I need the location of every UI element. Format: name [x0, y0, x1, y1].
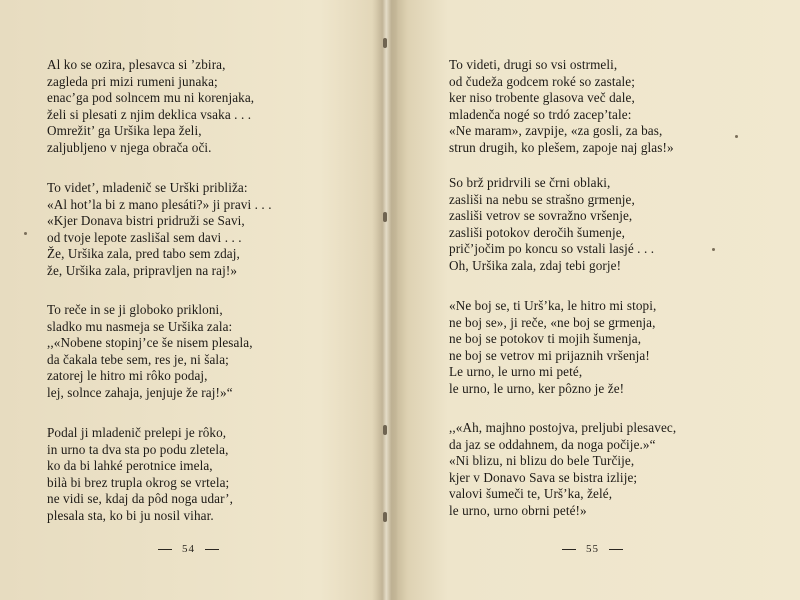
- stanza: [47, 57, 254, 157]
- verse-line: lej, solnce zahaja, jenjuje že raj!»“: [47, 384, 233, 400]
- verse-line: prič’jočim po koncu so vstali lasjé . . .: [449, 241, 655, 257]
- verse-line: So brž pridrvili se črni oblaki,: [449, 175, 611, 190]
- verse-line: bilà bi brez trupla okrog se vrtela;: [47, 474, 230, 490]
- verse-line: Že, Uršika zala, pred tabo sem zdaj,: [47, 246, 240, 262]
- folio-dash: [158, 549, 172, 550]
- verse-line: in urno ta dva sta po podu zletela,: [47, 441, 229, 457]
- verse-line: valovi šumeči te, Urš’ka, želé,: [449, 486, 613, 502]
- verse-line: le urno, urno obrni peté!»: [449, 502, 587, 518]
- verse-line: zatorej le hitro mi rôko podaj,: [47, 368, 208, 384]
- verse-line: Le urno, le urno mi peté,: [449, 364, 583, 380]
- verse-line: že, Uršika zala, pripravljen na raj!»: [47, 262, 238, 278]
- folio-dash: [562, 549, 576, 550]
- folio-dash: [609, 549, 623, 550]
- verse-line: «Ni blizu, ni blizu do bele Turčije,: [449, 453, 635, 469]
- verse-line: Al ko se ozira, plesavca si ’zbira,: [47, 57, 226, 72]
- verse-line: To videt’, mladenič se Urški približa:: [47, 180, 248, 195]
- page-number: [552, 543, 633, 555]
- page-number-text: 54: [182, 543, 195, 555]
- stanza: [47, 302, 253, 402]
- verse-line: ne boj se», ji reče, «ne boj se grmenja,: [449, 314, 656, 330]
- verse-line: To videti, drugi so vsi ostrmeli,: [449, 57, 618, 72]
- verse-line: zasliši na nebu se strašno grmenje,: [449, 191, 635, 207]
- verse-line: ne vidi se, kdaj da pôd noga udar’,: [47, 491, 234, 507]
- verse-line: ko da bi lahké perotnice imela,: [47, 458, 213, 474]
- left-page: [0, 0, 385, 600]
- verse-line: «Ne boj se, ti Urš’ka, le hitro mi stopi,: [449, 298, 657, 313]
- verse-line: enac’ga pod solncem mu ni korenjaka,: [47, 90, 255, 106]
- page-number-text: 55: [586, 543, 599, 555]
- stanza: [449, 57, 674, 157]
- stanza: [449, 420, 676, 520]
- verse-line: zaljubljeno v njega obrača oči.: [47, 139, 212, 155]
- stanza: [449, 175, 654, 275]
- verse-line: Podal ji mladenič prelepi je rôko,: [47, 425, 227, 440]
- verse-line: «Kjer Donava bistri pridruži se Savi,: [47, 213, 245, 229]
- paper-speck: [712, 248, 715, 251]
- verse-line: zasliši potokov deročih šumenje,: [449, 224, 626, 240]
- verse-line: od tvoje lepote zaslišal sem davi . . .: [47, 229, 242, 245]
- stanza: [47, 425, 233, 525]
- paper-speck: [24, 232, 27, 235]
- verse-line: ,,«Ah, majhno postojva, preljubi plesavec,: [449, 420, 677, 435]
- page-number: [148, 543, 229, 555]
- verse-line: ne boj se potokov ti mojih šumenja,: [449, 331, 642, 347]
- verse-line: plesala sta, ko bi ju nosil vihar.: [47, 507, 214, 523]
- verse-line: strun drugih, ko plešem, zapoje naj glas!»: [449, 139, 674, 155]
- paper-speck: [735, 135, 738, 138]
- folio-dash: [205, 549, 219, 550]
- verse-line: želi si plesati z njim deklica vsaka . . .: [47, 106, 252, 122]
- verse-line: Oh, Uršika zala, zdaj tebi gorje!: [449, 257, 622, 273]
- verse-line: Omrežit’ ga Uršika lepa želi,: [47, 123, 202, 139]
- verse-line: mladenča nogé so trdó zacep’tale:: [449, 106, 632, 122]
- verse-line: ker niso trobente glasova več dale,: [449, 90, 635, 106]
- verse-line: od čudeža godcem roké so zastale;: [449, 73, 636, 89]
- verse-line: kjer v Donavo Sava se bistra izlije;: [449, 469, 638, 485]
- verse-line: sladko mu nasmeja se Uršika zala:: [47, 318, 233, 334]
- verse-line: ,,«Nobene stopinj’ce še nisem plesala,: [47, 335, 253, 351]
- verse-line: le urno, le urno, ker pôzno je že!: [449, 380, 625, 396]
- verse-line: ne boj se vetrov mi prijaznih vršenja!: [449, 347, 650, 363]
- verse-line: «Al hot’la bi z mano plesáti?» ji pravi . . .: [47, 196, 272, 212]
- verse-line: «Ne maram», zavpije, «za gosli, za bas,: [449, 123, 663, 139]
- verse-line: da jaz se oddahnem, da noga počije.»“: [449, 436, 656, 452]
- stanza: [47, 180, 272, 280]
- verse-line: zasliši vetrov se sovražno vršenje,: [449, 208, 633, 224]
- stanza: [449, 298, 656, 398]
- verse-line: zagleda pri mizi rumeni junaka;: [47, 73, 218, 89]
- verse-line: To reče in se ji globoko prikloni,: [47, 302, 223, 317]
- verse-line: da čakala tebe sem, res je, ni šala;: [47, 351, 229, 367]
- right-page: [400, 0, 800, 600]
